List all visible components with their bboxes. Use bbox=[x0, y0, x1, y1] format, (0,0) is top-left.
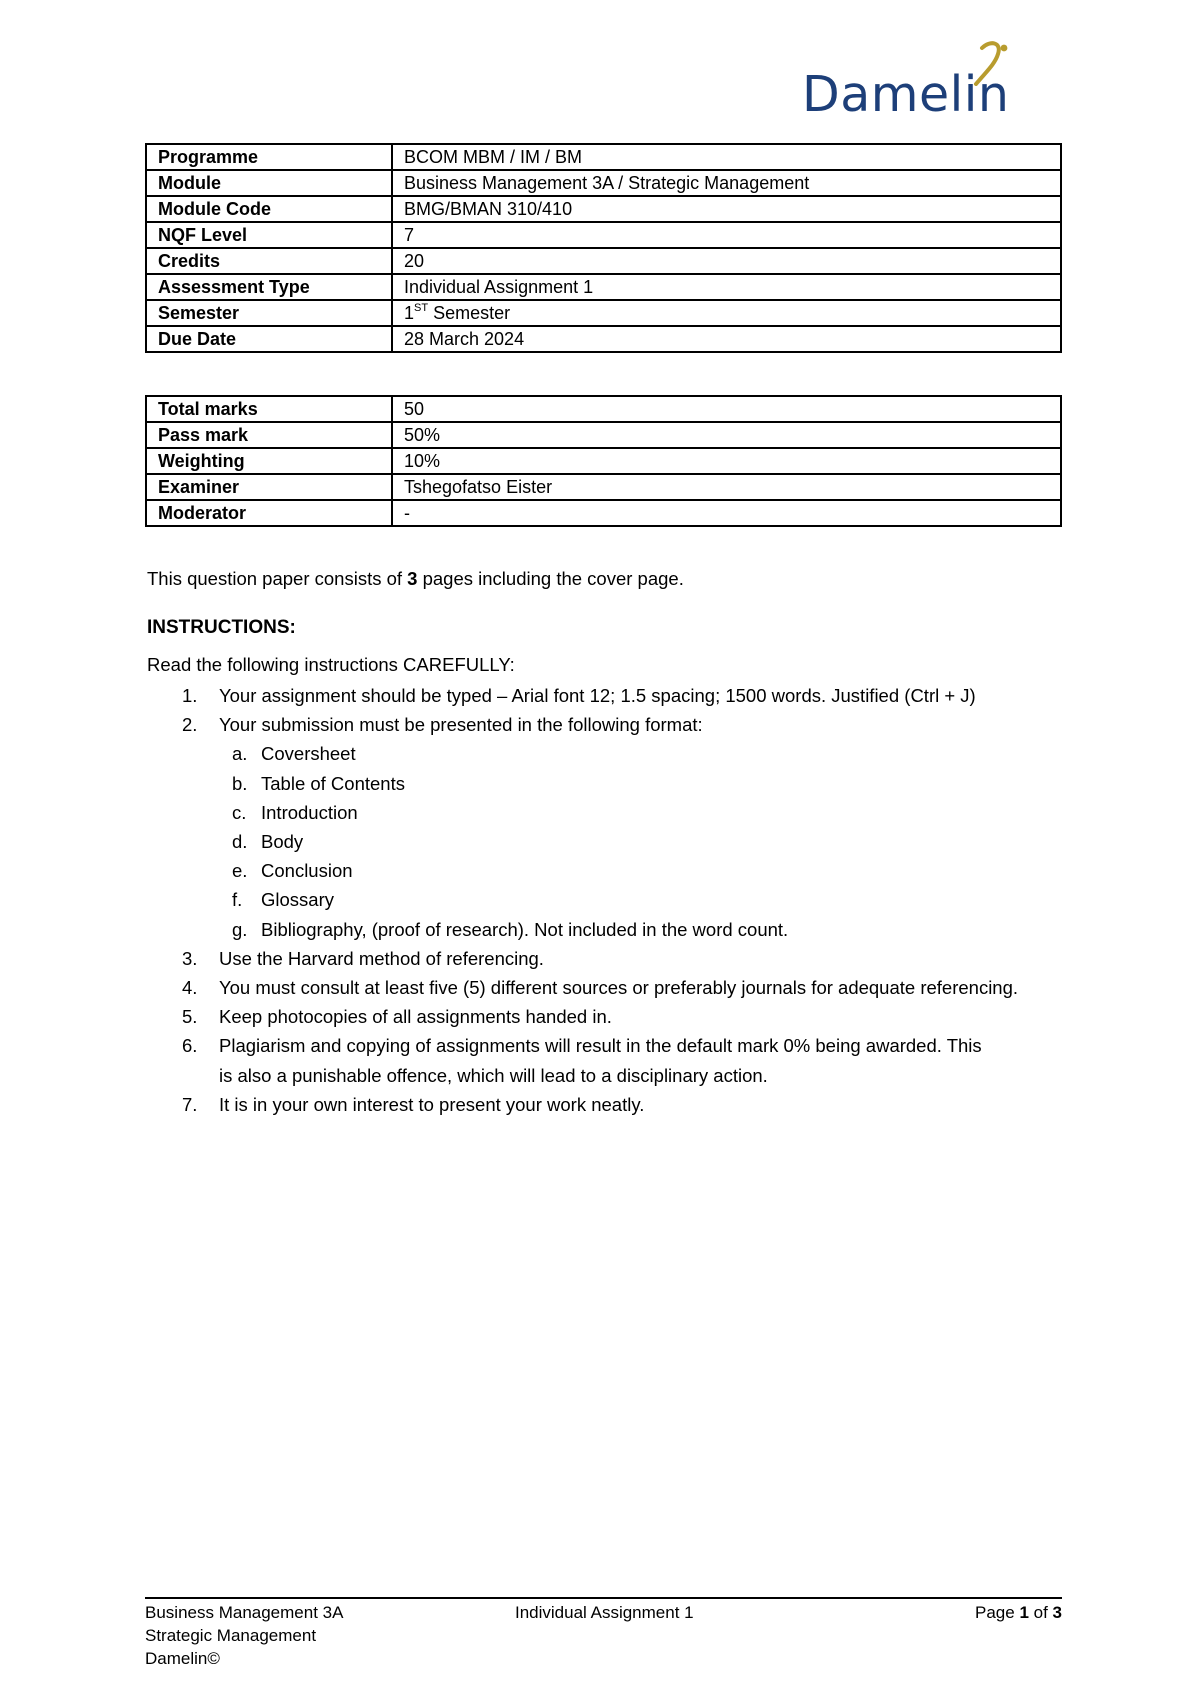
page-of: of bbox=[1028, 1603, 1053, 1622]
table-row bbox=[146, 144, 1061, 170]
row-label: Pass mark bbox=[146, 422, 392, 448]
table-row bbox=[146, 474, 1061, 500]
list-item bbox=[147, 739, 1067, 768]
table-row bbox=[146, 326, 1061, 352]
item-letter: g. bbox=[232, 918, 248, 940]
page-count-statement bbox=[147, 565, 684, 593]
table-row bbox=[146, 396, 1061, 422]
table-row bbox=[146, 500, 1061, 526]
item-text: Conclusion bbox=[261, 860, 353, 882]
list-item bbox=[147, 973, 1067, 1002]
item-letter: a. bbox=[232, 743, 248, 765]
row-value: 50 bbox=[392, 396, 1061, 422]
table-row bbox=[146, 248, 1061, 274]
list-item bbox=[147, 856, 1067, 885]
row-label: Moderator bbox=[146, 500, 392, 526]
page-footer bbox=[145, 1597, 1062, 1668]
item-text: You must consult at least five (5) different sources or preferably journals for adequate referencing. bbox=[219, 977, 1019, 999]
item-number: 4. bbox=[182, 977, 198, 999]
page-count: 3 bbox=[407, 568, 418, 589]
item-text: Your assignment should be typed – Arial font 12; 1.5 spacing; 1500 words. Justified (Ctrl + J) bbox=[219, 685, 976, 706]
list-item bbox=[147, 1090, 1067, 1119]
row-value: Business Management 3A / Strategic Management bbox=[392, 170, 1061, 196]
page-prefix: Page bbox=[975, 1603, 1020, 1622]
item-number: 2. bbox=[182, 714, 198, 736]
table-row bbox=[146, 300, 1061, 326]
list-item bbox=[147, 681, 1067, 710]
row-value: - bbox=[392, 500, 1061, 526]
item-text: Plagiarism and copying of assignments will result in the default mark 0% being awarded. This is also a punishable offence, which will lead to a disciplinary action. bbox=[219, 1035, 982, 1086]
table-row bbox=[146, 448, 1061, 474]
item-text: Keep photocopies of all assignments handed in. bbox=[219, 1006, 612, 1028]
item-text: Bibliography, (proof of research). Not included in the word count. bbox=[261, 918, 789, 940]
row-label: Examiner bbox=[146, 474, 392, 500]
instructions-heading: INSTRUCTIONS: bbox=[147, 617, 296, 638]
list-item bbox=[147, 798, 1067, 827]
row-value: 28 March 2024 bbox=[392, 326, 1061, 352]
item-letter: c. bbox=[232, 801, 247, 823]
row-value bbox=[392, 300, 1061, 326]
row-value: 50% bbox=[392, 422, 1061, 448]
table-row bbox=[146, 274, 1061, 300]
list-item bbox=[147, 915, 1067, 944]
item-text: Coversheet bbox=[261, 743, 356, 765]
module-details-table bbox=[145, 143, 1062, 353]
row-value: 7 bbox=[392, 222, 1061, 248]
semester-number: 1 bbox=[404, 303, 415, 323]
row-label: Weighting bbox=[146, 448, 392, 474]
format-list bbox=[219, 739, 1067, 943]
logo-wordmark: Damelin bbox=[802, 66, 1010, 123]
item-number: 3. bbox=[182, 947, 198, 969]
item-number: 7. bbox=[182, 1093, 198, 1115]
item-text: It is in your own interest to present your work neatly. bbox=[219, 1093, 645, 1115]
semester-ordinal: ST bbox=[414, 302, 429, 314]
list-item bbox=[147, 710, 1067, 944]
damelin-logo bbox=[800, 38, 1040, 128]
row-label: Semester bbox=[146, 300, 392, 326]
marks-table bbox=[145, 395, 1062, 527]
row-label: Credits bbox=[146, 248, 392, 274]
instructions-lead: Read the following instructions CAREFULLY: bbox=[147, 654, 515, 675]
row-value: BCOM MBM / IM / BM bbox=[392, 144, 1061, 170]
row-label: NQF Level bbox=[146, 222, 392, 248]
semester-word: Semester bbox=[428, 303, 511, 323]
row-label: Total marks bbox=[146, 396, 392, 422]
row-value: Individual Assignment 1 bbox=[392, 274, 1061, 300]
page-current: 1 bbox=[1019, 1603, 1029, 1622]
footer-left bbox=[145, 1601, 343, 1670]
list-item bbox=[147, 944, 1067, 973]
table-row bbox=[146, 222, 1061, 248]
list-item bbox=[147, 1031, 1067, 1089]
row-value: BMG/BMAN 310/410 bbox=[392, 196, 1061, 222]
row-label: Module Code bbox=[146, 196, 392, 222]
table-row bbox=[146, 170, 1061, 196]
item-number: 1. bbox=[182, 685, 198, 706]
item-letter: e. bbox=[232, 860, 248, 882]
row-label: Assessment Type bbox=[146, 274, 392, 300]
list-item bbox=[147, 827, 1067, 856]
footer-module: Business Management 3A bbox=[145, 1603, 344, 1622]
row-label: Due Date bbox=[146, 326, 392, 352]
item-text: Your submission must be presented in the following format: bbox=[219, 714, 703, 736]
row-value: Tshegofatso Eister bbox=[392, 474, 1061, 500]
item-text: Body bbox=[261, 831, 304, 853]
table-row bbox=[146, 196, 1061, 222]
item-text: Use the Harvard method of referencing. bbox=[219, 947, 544, 969]
list-item bbox=[147, 769, 1067, 798]
statement-prefix: This question paper consists of bbox=[147, 568, 408, 589]
item-number: 6. bbox=[182, 1035, 198, 1057]
row-label: Module bbox=[146, 170, 392, 196]
instructions-list bbox=[147, 681, 1067, 1119]
row-label: Programme bbox=[146, 144, 392, 170]
footer-subject: Strategic Management bbox=[145, 1626, 317, 1645]
row-value: 20 bbox=[392, 248, 1061, 274]
item-letter: f. bbox=[232, 889, 243, 911]
list-item bbox=[147, 885, 1067, 914]
page-number bbox=[975, 1601, 1062, 1624]
page-total: 3 bbox=[1052, 1603, 1062, 1622]
table-row bbox=[146, 422, 1061, 448]
item-text: Table of Contents bbox=[261, 772, 405, 794]
item-number: 5. bbox=[182, 1006, 198, 1028]
statement-suffix: pages including the cover page. bbox=[417, 568, 684, 589]
list-item bbox=[147, 1002, 1067, 1031]
footer-assessment: Individual Assignment 1 bbox=[515, 1603, 694, 1622]
row-value: 10% bbox=[392, 448, 1061, 474]
item-letter: b. bbox=[232, 772, 248, 794]
item-letter: d. bbox=[232, 831, 248, 853]
item-text: Introduction bbox=[261, 801, 358, 823]
item-text: Glossary bbox=[261, 889, 334, 911]
footer-institution: Damelin© bbox=[145, 1649, 220, 1668]
